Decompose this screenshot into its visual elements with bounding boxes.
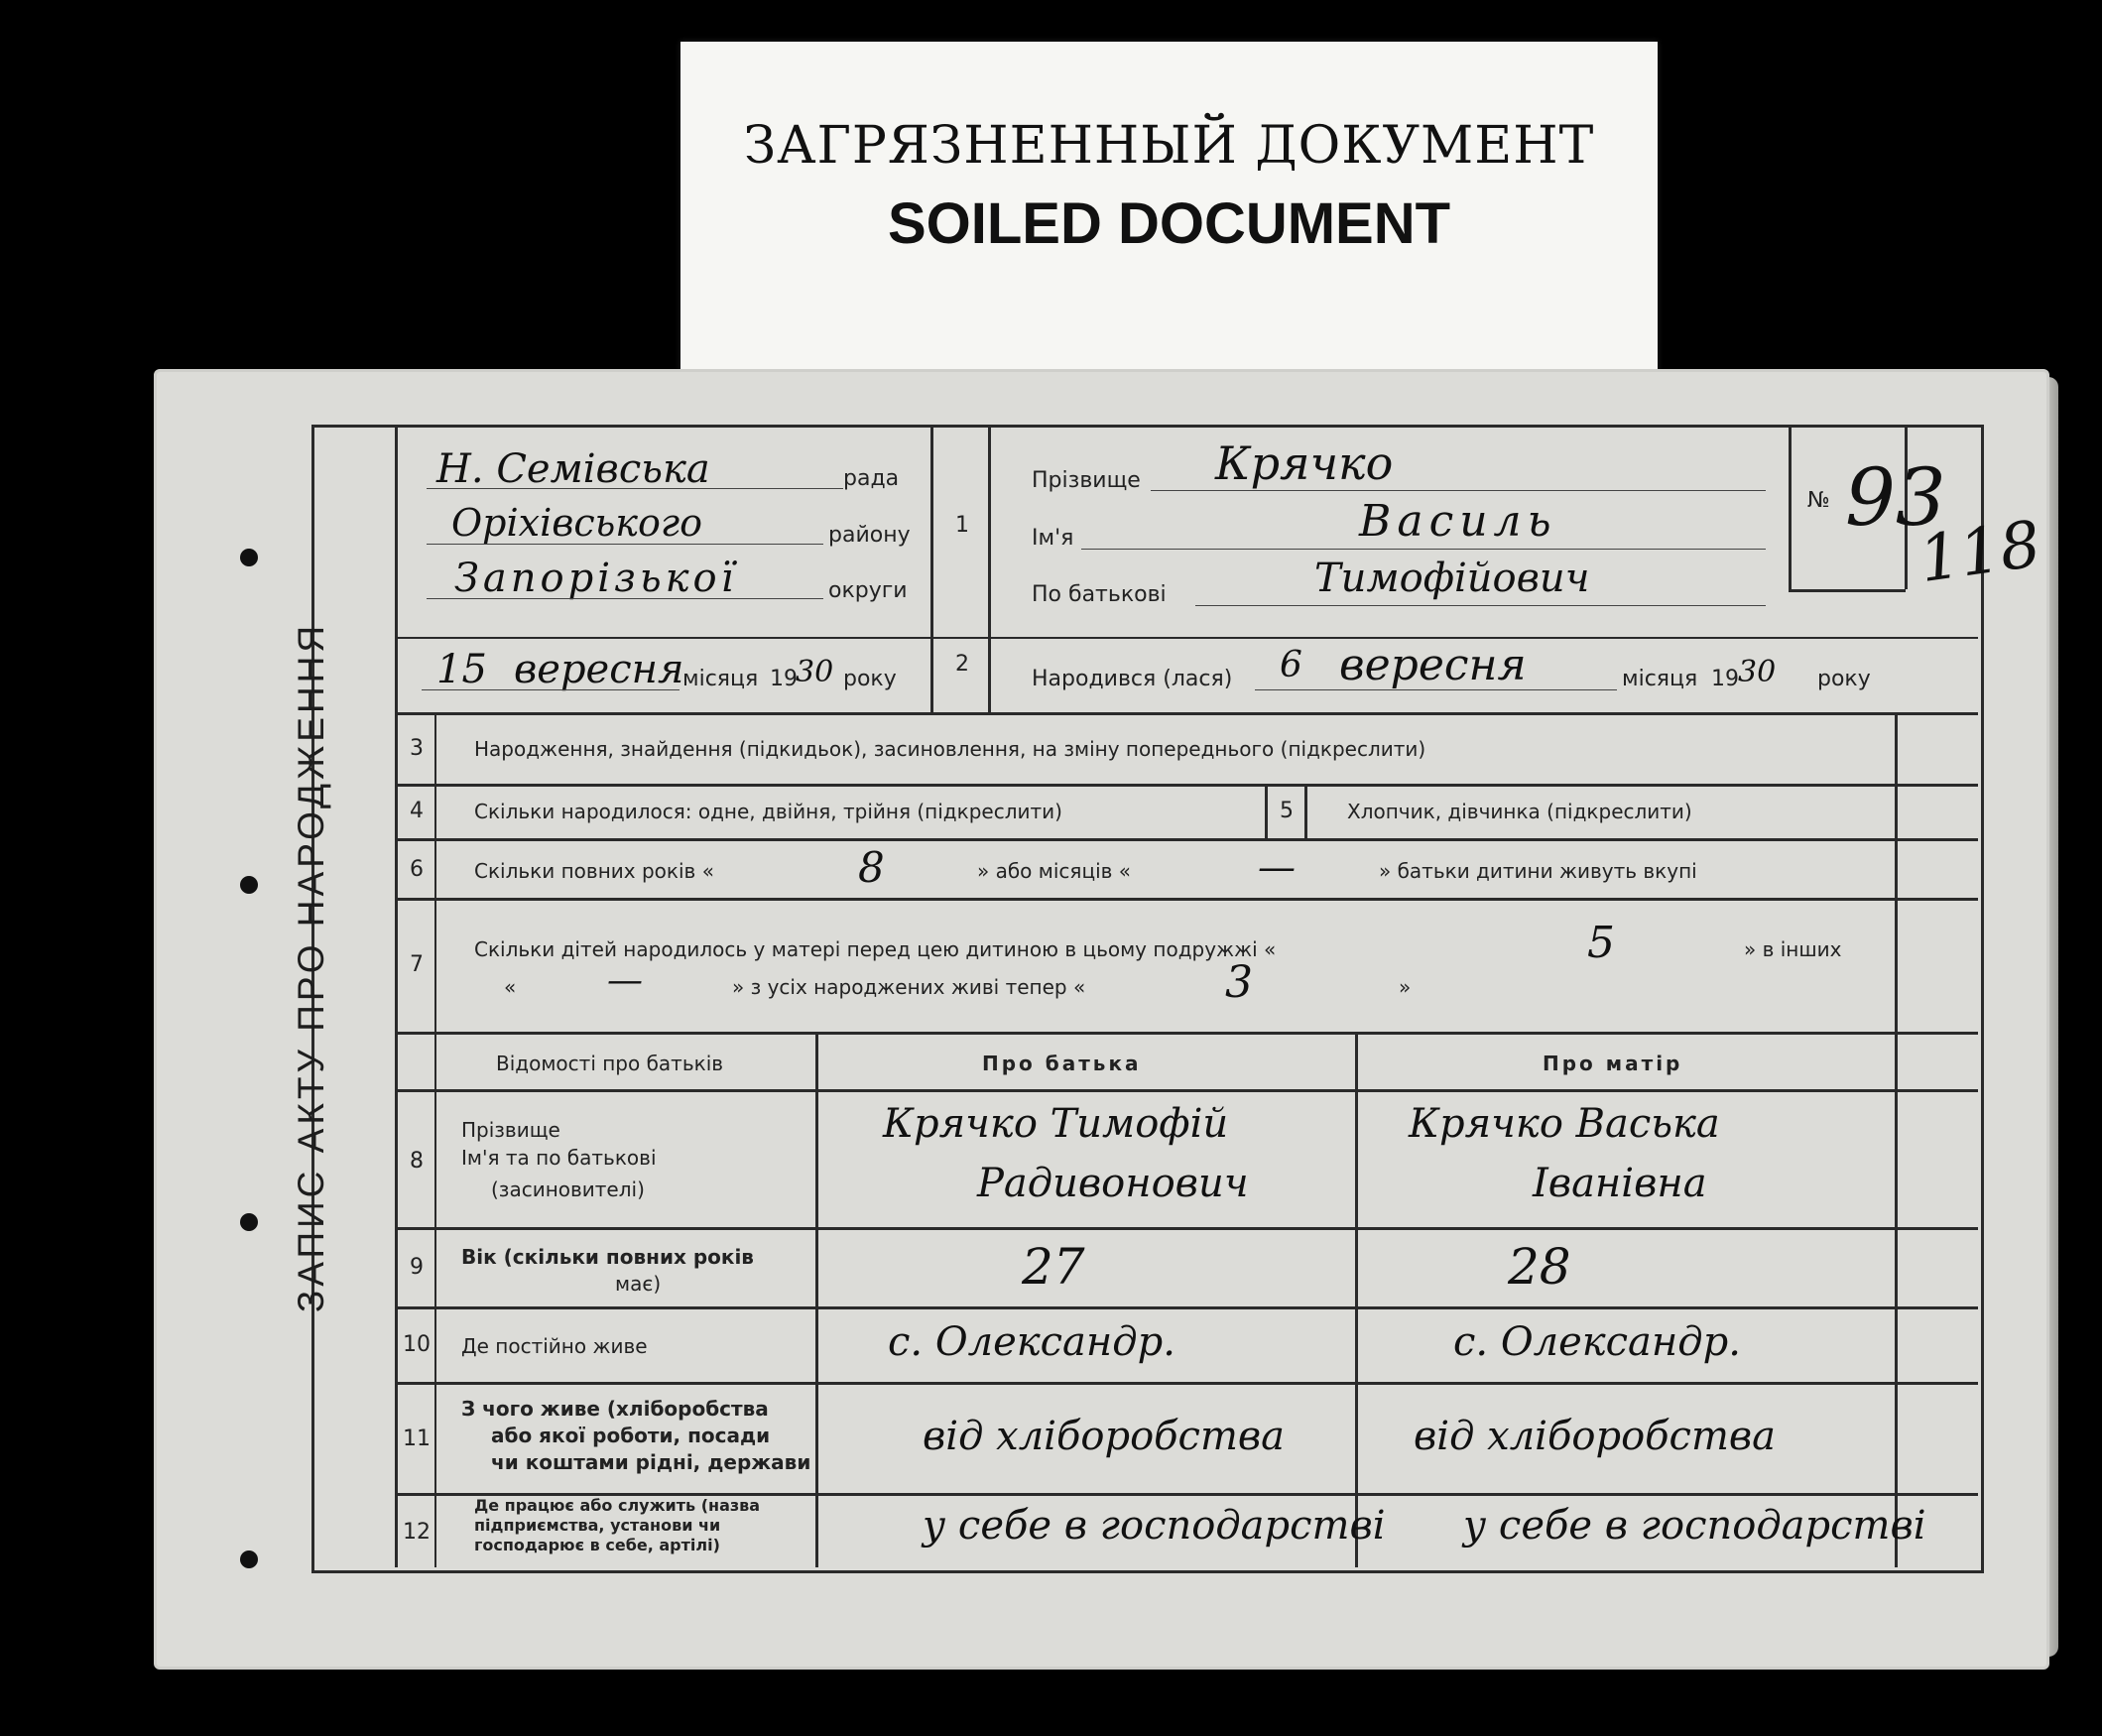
father-age: 27 [1022,1238,1085,1296]
born-year-prefix: 19 [1711,667,1739,691]
mother-residence: с. Олександр. [1453,1319,1741,1365]
row7-text-d: » з усіх народжених живі тепер « [732,975,1086,999]
name-label: Ім'я [1032,526,1074,551]
row5-text: Хлопчик, дівчинка (підкреслити) [1347,800,1692,823]
mother-livelihood: від хліборобства [1414,1414,1777,1459]
row6-text-b: » або місяців « [977,859,1131,883]
row7-alive: 3 [1225,957,1253,1008]
mother-name-line2: Іванівна [1533,1161,1707,1206]
row-number-2: 2 [955,652,969,677]
row-number-5: 5 [1280,799,1294,823]
parents-header-father: Про батька [982,1052,1142,1075]
row7-this-marriage: 5 [1587,918,1615,968]
row8-label-line2: Ім'я та по батькові [461,1146,657,1170]
record-date-month: вересня [514,647,684,692]
father-name-line1: Крячко Тимофій [883,1101,1229,1147]
record-number-value: 93 [1845,451,1946,544]
rayon-label: району [828,523,911,548]
row7-text-b: » в інших [1744,937,1842,961]
born-label: Народився (лася) [1032,667,1233,691]
row-number-3: 3 [410,736,424,761]
row7-text-a: Скільки дітей народилось у матері перед цею дитиною в цьому подружжі « [474,937,1277,961]
record-year-label: року [843,667,897,691]
row12-label-line2: підприємства, установи чи [474,1516,721,1535]
row8-label-line1: Прізвище [461,1118,560,1142]
soiled-title-en: SOILED DOCUMENT [887,191,1451,256]
record-number-label: № [1807,488,1830,513]
row4-text: Скільки народилося: одне, двійня, трійня (підкреслити) [474,800,1062,823]
born-year-value: 30 [1738,655,1777,689]
mother-workplace: у себе в господарстві [1463,1503,1926,1549]
okruha-label: округи [828,578,908,603]
row-number-10: 10 [403,1332,431,1357]
record-date-day: 15 [436,647,487,692]
margin-note: 118 [1915,507,2045,598]
row-number-6: 6 [410,857,424,882]
row-number-8: 8 [410,1149,424,1174]
patronymic-value: Тимофійович [1314,556,1590,601]
father-residence: с. Олександр. [888,1319,1175,1365]
row-number-7: 7 [410,952,424,977]
parents-header-info: Відомості про батьків [496,1052,724,1075]
row12-label-line3: господарює в себе, артілі) [474,1536,720,1554]
row6-text-c: » батьки дитини живуть вкупі [1379,859,1697,883]
row-number-11: 11 [403,1426,431,1451]
punch-hole [240,549,258,566]
okruha-value: Запорізької [454,556,738,601]
row8-label-line3: (засиновителі) [491,1178,645,1201]
row-number-1: 1 [955,513,969,538]
form-vertical-title: ЗАПИС АКТУ ПРО НАРОДЖЕННЯ [291,621,331,1313]
row9-label-line2: має) [615,1272,662,1296]
rada-value: Н. Семівська [436,446,710,492]
born-day: 6 [1280,645,1302,685]
name-value: Василь [1359,496,1557,547]
row3-text: Народження, знайдення (підкидьок), засиновлення, на зміну попереднього (підкреслити) [474,737,1426,761]
mother-age: 28 [1508,1238,1571,1296]
rayon-value: Оріхівського [451,501,702,545]
record-year-value: 30 [796,655,834,689]
row11-label-line1: З чого живе (хліборобства [461,1397,769,1421]
born-month: вересня [1339,640,1527,690]
row6-text-a: Скільки повних років « [474,859,714,883]
row11-label-line3: чи коштами рідні, держави [491,1450,811,1474]
rada-label: рада [843,466,900,491]
surname-value: Крячко [1215,436,1394,490]
parents-header-mother: Про матір [1543,1052,1683,1075]
row7-other: — [607,960,643,1001]
row11-label-line2: або якої роботи, посади [491,1424,771,1447]
punch-hole [240,1550,258,1568]
row7-text-c: « [504,975,517,999]
born-year-label: року [1817,667,1871,691]
row9-label-line1: Вік (скільки повних років [461,1245,754,1269]
father-workplace: у себе в господарстві [923,1503,1386,1549]
row-number-9: 9 [410,1255,424,1280]
surname-label: Прізвище [1032,468,1141,493]
father-name-line2: Радивонович [977,1161,1249,1206]
record-month-label: місяця [682,667,759,691]
father-livelihood: від хліборобства [923,1414,1286,1459]
row10-label: Де постійно живе [461,1334,648,1358]
row6-years: 8 [858,843,885,892]
punch-hole [240,876,258,894]
record-year-prefix: 19 [770,667,798,691]
row-number-12: 12 [403,1520,431,1545]
punch-hole [240,1213,258,1231]
row12-label-line1: Де працює або служить (назва [474,1496,761,1515]
born-month-label: місяця [1622,667,1698,691]
soiled-document-card [680,42,1658,399]
row6-months: — [1258,845,1296,889]
row7-text-e: » [1399,975,1412,999]
soiled-title-ru: ЗАГРЯЗНЕННЫЙ ДОКУМЕНТ [743,116,1595,176]
patronymic-label: По батькові [1032,582,1167,607]
mother-name-line1: Крячко Васька [1409,1101,1720,1147]
row-number-4: 4 [410,799,424,823]
